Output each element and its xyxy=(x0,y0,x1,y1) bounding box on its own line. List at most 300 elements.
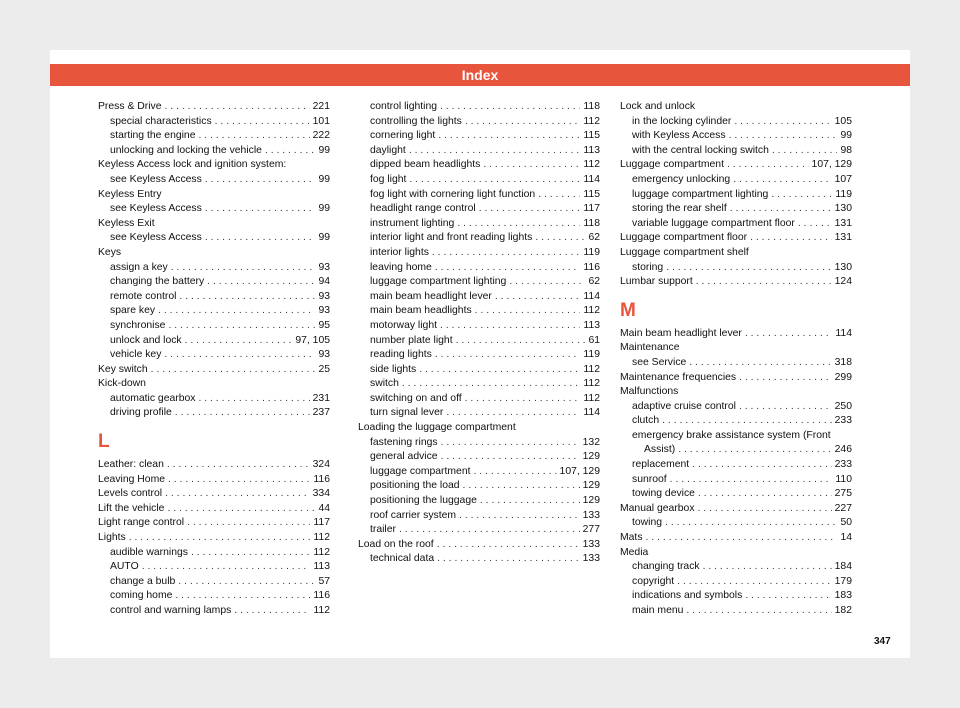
index-subentry xyxy=(358,275,600,290)
entry-text: trailer xyxy=(370,524,396,536)
entry-text: Keyless Entry xyxy=(98,188,162,200)
entry-page-number[interactable]: 99 xyxy=(840,130,852,142)
index-subentry xyxy=(98,304,330,319)
dot-leader xyxy=(474,465,557,480)
index-subentry xyxy=(358,115,600,130)
entry-page-number[interactable]: 112 xyxy=(583,363,600,375)
index-entry xyxy=(98,246,330,261)
entry-text: Mats xyxy=(620,532,643,544)
entry-page-number[interactable]: 112 xyxy=(583,305,600,317)
entry-page-number[interactable]: 114 xyxy=(835,327,852,339)
entry-page-number[interactable]: 94 xyxy=(318,276,330,288)
entry-text: see Keyless Access xyxy=(110,232,202,244)
dot-leader xyxy=(167,458,310,473)
entry-text: fog light xyxy=(370,173,407,185)
entry-page-number[interactable]: 130 xyxy=(834,203,852,215)
entry-text: Keys xyxy=(98,246,122,258)
index-subentry xyxy=(358,377,600,392)
entry-text: luggage compartment lighting xyxy=(632,188,769,200)
entry-text: unlocking and locking the vehicle xyxy=(110,144,262,156)
index-entry xyxy=(358,421,600,436)
entry-page-number[interactable]: 115 xyxy=(583,188,600,200)
entry-page-number[interactable]: 131 xyxy=(834,232,852,244)
dot-leader xyxy=(419,363,580,378)
index-entry xyxy=(620,246,852,261)
entry-page-number[interactable]: 179 xyxy=(834,575,852,587)
index-subentry xyxy=(358,129,600,144)
entry-page-number[interactable]: 237 xyxy=(312,407,330,419)
dot-leader xyxy=(692,458,831,473)
index-subentry xyxy=(358,188,600,203)
entry-page-number[interactable]: 99 xyxy=(318,203,330,215)
dot-leader xyxy=(437,538,580,553)
index-subentry xyxy=(358,246,600,261)
dot-leader xyxy=(179,290,315,305)
entry-text: dipped beam headlights xyxy=(370,159,481,171)
index-subentry xyxy=(98,129,330,144)
entry-page-number[interactable]: 112 xyxy=(313,605,330,616)
entry-page-number[interactable]: 117 xyxy=(313,517,330,529)
entry-text: Leaving Home xyxy=(98,473,166,485)
entry-text: Light range control xyxy=(98,517,185,529)
dot-leader xyxy=(435,348,581,363)
index-subentry xyxy=(620,144,852,159)
entry-page-number[interactable]: 114 xyxy=(583,290,600,302)
index-column-3 xyxy=(620,100,852,619)
dot-leader xyxy=(399,523,580,538)
dot-leader xyxy=(151,363,316,378)
entry-page-number[interactable]: 101 xyxy=(312,115,330,127)
entry-page-number[interactable]: 112 xyxy=(583,392,600,404)
entry-text: Load on the roof xyxy=(358,538,434,550)
dot-leader xyxy=(535,231,585,246)
dot-leader xyxy=(171,261,316,276)
entry-page-number[interactable]: 114 xyxy=(583,407,600,419)
dot-leader xyxy=(698,487,832,502)
index-subentry xyxy=(620,400,852,415)
entry-text: daylight xyxy=(370,144,406,156)
dot-leader xyxy=(696,275,832,290)
entry-page-number[interactable]: 233 xyxy=(834,459,852,471)
entry-page-number[interactable]: 113 xyxy=(313,561,330,573)
entry-page-number[interactable]: 246 xyxy=(834,444,852,456)
dot-leader xyxy=(666,261,831,276)
index-subentry xyxy=(358,509,600,524)
dot-leader xyxy=(734,115,831,130)
dot-leader xyxy=(698,502,832,517)
index-subentry xyxy=(358,173,600,188)
dot-leader xyxy=(730,202,832,217)
entry-page-number[interactable]: 119 xyxy=(583,349,600,361)
index-subentry xyxy=(358,348,600,363)
entry-page-number[interactable]: 133 xyxy=(582,553,600,565)
dot-leader xyxy=(205,202,316,217)
dot-leader xyxy=(538,188,580,203)
entry-text: Keyless Exit xyxy=(98,217,155,229)
entry-page-number[interactable]: 299 xyxy=(834,371,852,383)
index-subentry xyxy=(98,546,330,561)
entry-text: controlling the lights xyxy=(370,115,462,127)
entry-text: storing the rear shelf xyxy=(632,203,727,215)
entry-page-number[interactable]: 112 xyxy=(583,159,600,171)
entry-text: see Service xyxy=(632,356,687,368)
entry-page-number[interactable]: 129 xyxy=(582,495,600,507)
index-entry xyxy=(98,363,330,378)
dot-leader xyxy=(665,516,837,531)
section-letter: L xyxy=(98,431,110,453)
dot-leader xyxy=(465,115,581,130)
index-subentry xyxy=(358,158,600,173)
entry-text: control and warning lamps xyxy=(110,605,232,616)
index-subentry xyxy=(620,516,852,531)
entry-text: sunroof xyxy=(632,473,667,485)
entry-page-number[interactable]: 112 xyxy=(583,115,600,127)
entry-text: starting the engine xyxy=(110,130,196,142)
dot-leader xyxy=(165,487,310,502)
index-subentry xyxy=(358,465,600,480)
index-subentry xyxy=(98,406,330,421)
entry-page-number[interactable]: 119 xyxy=(583,246,600,258)
entry-text: main beam headlights xyxy=(370,305,472,317)
entry-text: special characteristics xyxy=(110,115,212,127)
dot-leader xyxy=(205,173,316,188)
entry-page-number[interactable]: 131 xyxy=(834,217,852,229)
index-entry xyxy=(98,458,330,473)
entry-page-number[interactable]: 233 xyxy=(834,415,852,427)
entry-text: reading lights xyxy=(370,349,432,361)
dot-leader xyxy=(463,479,580,494)
dot-leader xyxy=(409,144,581,159)
index-subentry xyxy=(358,319,600,334)
entry-text: emergency unlocking xyxy=(632,173,731,185)
dot-leader xyxy=(739,371,832,386)
entry-text: automatic gearbox xyxy=(110,392,196,404)
entry-page-number[interactable]: 98 xyxy=(840,144,852,156)
entry-text: roof carrier system xyxy=(370,509,457,521)
entry-text: side lights xyxy=(370,363,417,375)
dot-leader xyxy=(167,502,315,517)
dot-leader xyxy=(164,348,315,363)
index-subentry xyxy=(358,290,600,305)
index-subentry xyxy=(358,231,600,246)
entry-page-number[interactable]: 99 xyxy=(318,173,330,185)
entry-text: indications and symbols xyxy=(632,590,743,602)
entry-text: Leather: clean xyxy=(98,459,164,471)
entry-page-number[interactable]: 116 xyxy=(313,590,330,602)
entry-text: see Keyless Access xyxy=(110,203,202,215)
dot-leader xyxy=(646,531,838,546)
entry-page-number[interactable]: 275 xyxy=(834,488,852,500)
entry-text: luggage compartment lighting xyxy=(370,276,507,288)
entry-page-number[interactable]: 129 xyxy=(582,480,600,492)
page-number: 347 xyxy=(874,636,891,647)
dot-leader xyxy=(446,406,580,421)
entry-text: interior lights xyxy=(370,246,429,258)
index-subentry xyxy=(358,202,600,217)
entry-text: Luggage compartment xyxy=(620,159,724,171)
dot-leader xyxy=(409,173,580,188)
dot-leader xyxy=(739,400,832,415)
index-subentry xyxy=(98,261,330,276)
entry-page-number[interactable]: 107, 129 xyxy=(811,159,852,171)
dot-leader xyxy=(662,414,832,429)
index-entry xyxy=(620,327,852,342)
dot-leader xyxy=(441,436,580,451)
entry-page-number[interactable]: 113 xyxy=(583,144,600,156)
index-subentry xyxy=(358,334,600,349)
dot-leader xyxy=(187,516,310,531)
index-subentry xyxy=(620,443,852,458)
index-subentry xyxy=(98,275,330,290)
dot-leader xyxy=(199,129,310,144)
entry-page-number[interactable]: 116 xyxy=(313,473,330,485)
entry-page-number[interactable]: 318 xyxy=(834,356,852,368)
entry-text: Kick-down xyxy=(98,378,146,390)
index-subentry xyxy=(620,414,852,429)
dot-leader xyxy=(185,334,293,349)
dot-leader xyxy=(678,443,831,458)
index-entry xyxy=(98,516,330,531)
index-entry xyxy=(620,100,852,115)
dot-leader xyxy=(479,202,581,217)
dot-leader xyxy=(483,158,580,173)
entry-page-number[interactable]: 105 xyxy=(834,115,852,127)
entry-page-number[interactable]: 112 xyxy=(313,546,330,558)
entry-text: main beam headlight lever xyxy=(370,290,492,302)
entry-page-number[interactable]: 99 xyxy=(318,144,330,156)
entry-page-number[interactable]: 334 xyxy=(312,488,330,500)
index-subentry xyxy=(358,479,600,494)
index-subentry xyxy=(358,406,600,421)
entry-text: variable luggage compartment floor xyxy=(632,217,795,229)
entry-page-number[interactable]: 184 xyxy=(834,561,852,573)
entry-page-number[interactable]: 50 xyxy=(840,517,852,529)
dot-leader xyxy=(703,560,832,575)
entry-text: AUTO xyxy=(110,561,139,573)
entry-page-number[interactable]: 119 xyxy=(835,188,852,200)
index-subentry xyxy=(358,450,600,465)
entry-text: fastening rings xyxy=(370,436,438,448)
entry-text: with the central locking switch xyxy=(632,144,769,156)
index-entry xyxy=(98,502,330,517)
entry-page-number[interactable]: 227 xyxy=(834,502,852,514)
dot-leader xyxy=(441,450,580,465)
entry-text: number plate light xyxy=(370,334,453,346)
index-subentry xyxy=(620,589,852,604)
entry-text: Luggage compartment shelf xyxy=(620,246,749,258)
dot-leader xyxy=(771,188,832,203)
entry-page-number[interactable]: 222 xyxy=(312,130,330,142)
entry-page-number[interactable]: 110 xyxy=(835,473,852,485)
index-column-2 xyxy=(358,100,600,567)
entry-page-number[interactable]: 117 xyxy=(583,203,600,215)
dot-leader xyxy=(465,392,581,407)
entry-page-number[interactable]: 112 xyxy=(583,378,600,390)
index-entry xyxy=(98,100,330,115)
entry-text: clutch xyxy=(632,415,660,427)
entry-page-number[interactable]: 133 xyxy=(582,509,600,521)
entry-text: towing device xyxy=(632,488,695,500)
entry-text: see Keyless Access xyxy=(110,173,202,185)
entry-page-number[interactable]: 250 xyxy=(834,400,852,412)
entry-text: replacement xyxy=(632,459,690,471)
entry-page-number[interactable]: 62 xyxy=(588,276,600,288)
entry-page-number[interactable]: 107 xyxy=(834,173,852,185)
dot-leader xyxy=(459,509,580,524)
index-subentry xyxy=(620,261,852,276)
entry-page-number[interactable]: 132 xyxy=(582,436,600,448)
index-subentry xyxy=(620,575,852,590)
index-subentry xyxy=(98,560,330,575)
dot-leader xyxy=(438,129,580,144)
index-subentry xyxy=(358,100,600,115)
entry-page-number[interactable]: 93 xyxy=(318,261,330,273)
entry-text: storing xyxy=(632,261,664,273)
entry-text: Manual gearbox xyxy=(620,502,695,514)
dot-leader xyxy=(509,275,585,290)
section-letter: M xyxy=(620,299,636,321)
index-entry xyxy=(98,217,330,232)
entry-text: positioning the load xyxy=(370,480,460,492)
dot-leader xyxy=(435,261,581,276)
entry-page-number[interactable]: 115 xyxy=(583,130,600,142)
dot-leader xyxy=(205,231,316,246)
entry-text: Lock and unlock xyxy=(620,101,696,112)
entry-page-number[interactable]: 99 xyxy=(318,232,330,244)
entry-text: change a bulb xyxy=(110,575,176,587)
entry-text: Press & Drive xyxy=(98,101,162,112)
entry-page-number[interactable]: 221 xyxy=(312,101,330,112)
entry-text: adaptive cruise control xyxy=(632,400,736,412)
entry-page-number[interactable]: 182 xyxy=(834,605,852,616)
dot-leader xyxy=(191,546,310,561)
entry-text: headlight range control xyxy=(370,203,476,215)
entry-page-number[interactable]: 93 xyxy=(318,349,330,361)
index-subentry xyxy=(620,356,852,371)
entry-page-number[interactable]: 129 xyxy=(582,451,600,463)
entry-text: changing the battery xyxy=(110,276,205,288)
entry-page-number[interactable]: 118 xyxy=(583,217,600,229)
entry-page-number[interactable]: 93 xyxy=(318,290,330,302)
dot-leader xyxy=(677,575,831,590)
index-subentry xyxy=(98,348,330,363)
index-subentry xyxy=(98,589,330,604)
dot-leader xyxy=(165,100,310,115)
entry-text: vehicle key xyxy=(110,349,162,361)
index-subentry xyxy=(98,290,330,305)
dot-leader xyxy=(175,589,310,604)
index-entry xyxy=(620,385,852,400)
entry-page-number[interactable]: 118 xyxy=(583,101,600,112)
entry-page-number[interactable]: 130 xyxy=(834,261,852,273)
dot-leader xyxy=(402,377,581,392)
index-subentry xyxy=(98,202,330,217)
entry-text: spare key xyxy=(110,305,156,317)
index-subentry xyxy=(98,173,330,188)
index-entry xyxy=(98,473,330,488)
index-entry xyxy=(620,275,852,290)
entry-page-number[interactable]: 112 xyxy=(313,532,330,544)
entry-page-number[interactable]: 183 xyxy=(834,590,852,602)
index-subentry xyxy=(620,115,852,130)
index-entry xyxy=(98,158,330,173)
entry-page-number[interactable]: 44 xyxy=(318,502,330,514)
index-subentry xyxy=(98,575,330,590)
index-subentry xyxy=(620,473,852,488)
entry-page-number[interactable]: 116 xyxy=(583,261,600,273)
index-subentry xyxy=(620,217,852,232)
index-subentry xyxy=(358,144,600,159)
entry-page-number[interactable]: 133 xyxy=(582,538,600,550)
entry-text: remote control xyxy=(110,290,177,302)
index-entry xyxy=(620,546,852,561)
entry-text: changing track xyxy=(632,561,700,573)
index-subentry xyxy=(620,202,852,217)
entry-page-number[interactable]: 93 xyxy=(318,305,330,317)
entry-page-number[interactable]: 231 xyxy=(312,392,330,404)
entry-page-number[interactable]: 25 xyxy=(318,363,330,375)
entry-page-number[interactable]: 97, 105 xyxy=(295,334,330,346)
entry-page-number[interactable]: 62 xyxy=(588,232,600,244)
index-subentry xyxy=(620,560,852,575)
entry-text: in the locking cylinder xyxy=(632,115,732,127)
entry-page-number[interactable]: 277 xyxy=(582,524,600,536)
dot-leader xyxy=(750,231,832,246)
index-subentry xyxy=(358,552,600,567)
index-subentry xyxy=(98,144,330,159)
dot-leader xyxy=(215,115,310,130)
entry-text: unlock and lock xyxy=(110,334,182,346)
entry-text: general advice xyxy=(370,451,438,463)
entry-text: main menu xyxy=(632,605,684,616)
dot-leader xyxy=(432,246,581,261)
index-subentry xyxy=(620,604,852,619)
entry-text: audible warnings xyxy=(110,546,188,558)
entry-text: switch xyxy=(370,378,399,390)
entry-text: Luggage compartment floor xyxy=(620,232,748,244)
entry-page-number[interactable]: 124 xyxy=(834,276,852,288)
dot-leader xyxy=(772,144,838,159)
index-entry xyxy=(98,188,330,203)
entry-page-number[interactable]: 95 xyxy=(318,319,330,331)
dot-leader xyxy=(207,275,315,290)
dot-leader xyxy=(168,473,310,488)
entry-page-number[interactable]: 324 xyxy=(312,459,330,471)
dot-leader xyxy=(689,356,831,371)
entry-page-number[interactable]: 57 xyxy=(318,575,330,587)
entry-page-number[interactable]: 14 xyxy=(840,532,852,544)
entry-text: Maintenance xyxy=(620,342,680,354)
entry-page-number[interactable]: 61 xyxy=(588,334,600,346)
index-subentry xyxy=(620,458,852,473)
dot-leader xyxy=(198,392,309,407)
dot-leader xyxy=(729,129,838,144)
entry-page-number[interactable]: 107, 129 xyxy=(559,465,600,477)
dot-leader xyxy=(670,473,833,488)
index-entry xyxy=(98,377,330,392)
entry-text: turn signal lever xyxy=(370,407,444,419)
index-subentry xyxy=(358,304,600,319)
index-subentry xyxy=(98,392,330,407)
index-subentry xyxy=(620,188,852,203)
entry-text: with Keyless Access xyxy=(632,130,726,142)
entry-text: Lift the vehicle xyxy=(98,502,165,514)
dot-leader xyxy=(495,290,581,305)
entry-page-number[interactable]: 114 xyxy=(583,173,600,185)
entry-text: Assist) xyxy=(644,444,676,456)
entry-text: driving profile xyxy=(110,407,172,419)
entry-page-number[interactable]: 113 xyxy=(583,319,600,331)
